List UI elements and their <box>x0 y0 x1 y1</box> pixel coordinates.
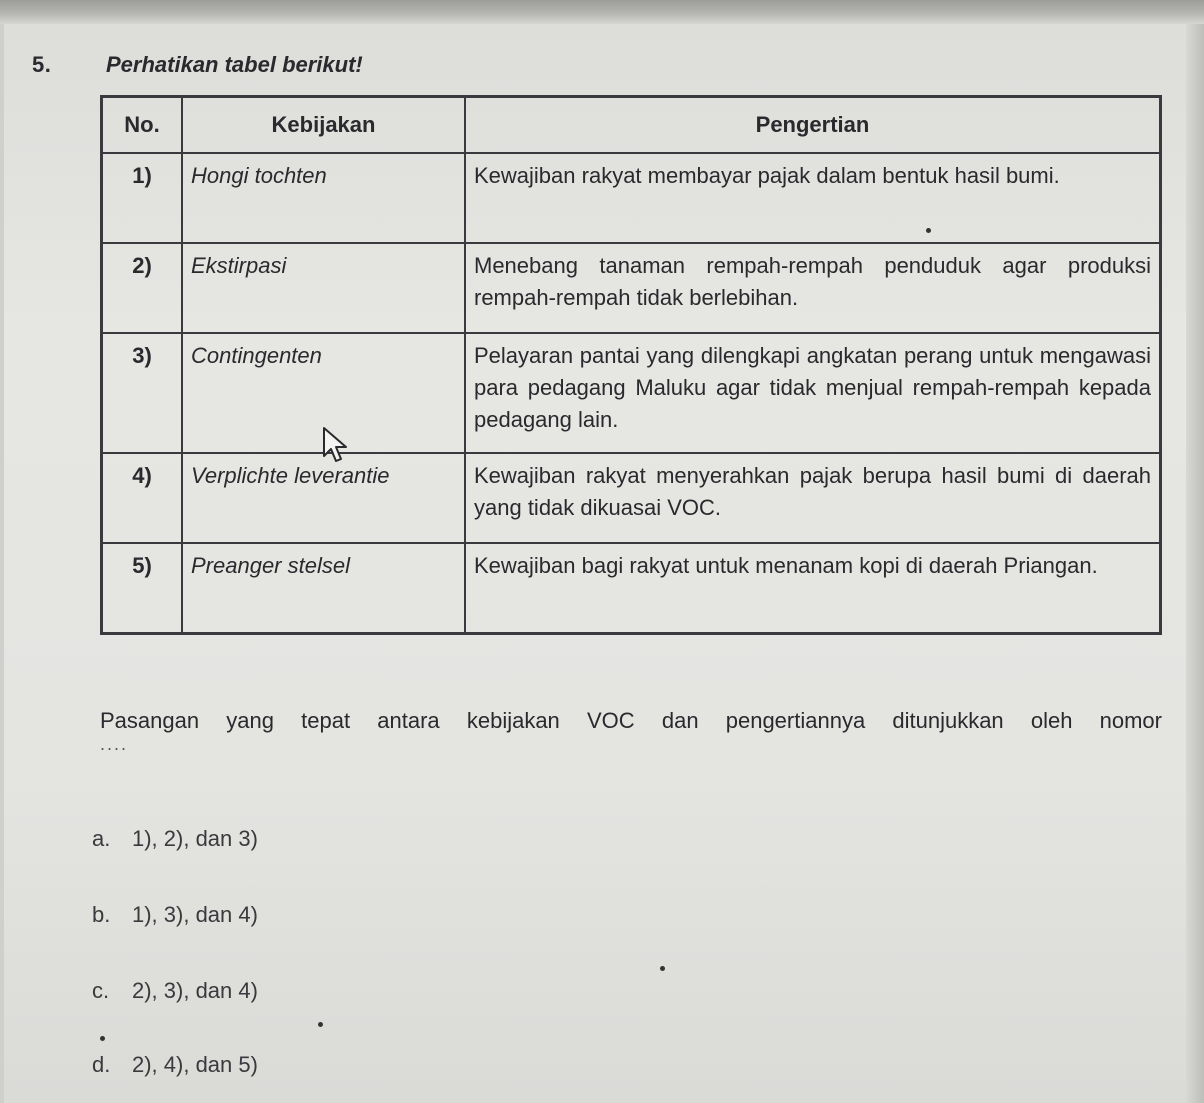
option-a[interactable] <box>92 826 258 852</box>
row-policy: Preanger stelsel <box>182 543 465 634</box>
option-d[interactable] <box>92 1052 258 1078</box>
row-policy: Contingenten <box>182 333 465 453</box>
row-definition: Kewajiban rakyat menyerahkan pajak berupa hasil bumi di daerah yang tidak dikuasai VOC. <box>465 453 1161 543</box>
screen-speck <box>100 1036 105 1041</box>
row-number: 5) <box>102 543 183 634</box>
row-number: 1) <box>102 153 183 243</box>
option-letter: d. <box>92 1052 111 1077</box>
question-title: Perhatikan tabel berikut! <box>106 52 363 77</box>
header-policy: Kebijakan <box>182 97 465 154</box>
header-definition: Pengertian <box>465 97 1161 154</box>
table-row <box>102 153 1161 243</box>
option-text: 1), 2), dan 3) <box>132 826 258 851</box>
policy-table <box>100 95 1162 635</box>
mouse-pointer-icon <box>322 426 350 464</box>
row-definition: Kewajiban rakyat membayar pajak dalam bentuk hasil bumi. <box>465 153 1161 243</box>
prompt-ellipsis: .... <box>100 734 129 754</box>
row-number: 4) <box>102 453 183 543</box>
option-c[interactable] <box>92 978 258 1004</box>
option-letter: b. <box>92 902 111 927</box>
row-policy: Hongi tochten <box>182 153 465 243</box>
option-text: 2), 3), dan 4) <box>132 978 258 1003</box>
screen-left-edge <box>0 24 4 1103</box>
header-no: No. <box>102 97 183 154</box>
question-number: 5. <box>32 52 52 77</box>
option-text: 1), 3), dan 4) <box>132 902 258 927</box>
screen-speck <box>318 1022 323 1027</box>
row-number: 2) <box>102 243 183 333</box>
screen-speck <box>660 966 665 971</box>
row-definition: Pelayaran pantai yang dilengkapi angkatan perang untuk mengawasi para pedagang Maluku agar tidak menjual rempah-rempah kepada pedagang lain. <box>465 333 1161 453</box>
table-row <box>102 453 1161 543</box>
option-b[interactable] <box>92 902 258 928</box>
screen-top-edge <box>0 0 1204 24</box>
option-letter: c. <box>92 978 110 1003</box>
table-row <box>102 543 1161 634</box>
option-text: 2), 4), dan 5) <box>132 1052 258 1077</box>
row-definition: Menebang tanaman rempah-rempah penduduk agar produksi rempah-rempah tidak berlebihan. <box>465 243 1161 333</box>
table-header-row <box>102 97 1161 154</box>
row-definition: Kewajiban bagi rakyat untuk menanam kopi di daerah Priangan. <box>465 543 1161 634</box>
table-row <box>102 243 1161 333</box>
row-number: 3) <box>102 333 183 453</box>
row-policy: Verplichte leverantie <box>182 453 465 543</box>
question-prompt: Pasangan yang tepat antara kebijakan VOC dan pengertiannya ditunjukkan oleh nomor <box>100 708 1162 733</box>
row-policy: Ekstirpasi <box>182 243 465 333</box>
option-letter: a. <box>92 826 111 851</box>
screen-scrollbar[interactable] <box>1186 24 1204 1103</box>
table-row <box>102 333 1161 453</box>
screen-speck <box>926 228 931 233</box>
